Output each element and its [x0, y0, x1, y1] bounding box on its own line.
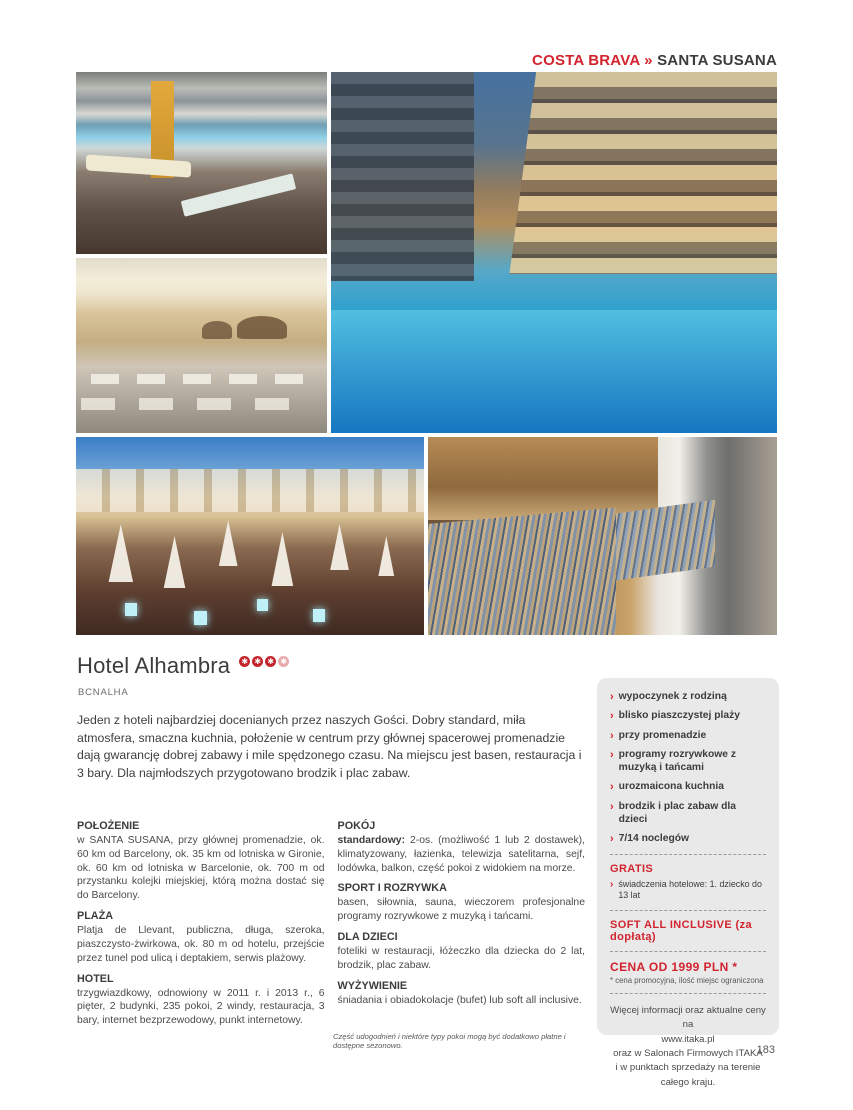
gratis-heading: GRATIS: [610, 862, 654, 875]
photo-art-layer: [428, 508, 616, 635]
photo-art-layer: [331, 310, 777, 433]
photo-art-layer: [86, 154, 191, 178]
photo-art-layer: [509, 72, 777, 274]
hotel-intro: Jeden z hoteli najbardziej docenianych przez naszych Gości. Dobry standard, miła atmosfera, smaczna kuchnia, położenie w centrum przy głównej spacerowej promenadzie dają gwarancję dobrej zabawy i mile spędzonego czasu. Na miejscu jest basen, restauracja i 3 bary. Dla najmłodszych przygotowano brodzik i plac zabaw.: [77, 713, 582, 780]
dashed-divider: [610, 993, 766, 994]
page-number: 183: [756, 1044, 775, 1056]
highlight-label: 7/14 noclegów: [618, 832, 690, 844]
section-text-sport: basen, siłownia, sauna, wieczorem profesjonalne programy rozrywkowe z muzyką i tańcami.: [337, 897, 585, 923]
section-text-dzieci: foteliki w restauracji, łóżeczko dla dziecka do 2 lat, brodzik, plac zabaw.: [337, 946, 585, 971]
chevron-bullet-icon: ›: [610, 710, 614, 723]
chevron-bullet-icon: ›: [610, 781, 614, 794]
photo-art-layer: [160, 536, 190, 588]
photo-art-layer: [125, 603, 137, 616]
photo-lobby: [76, 72, 327, 254]
photo-art-layer: [331, 72, 474, 281]
highlight-label: brodzik i plac zabaw dla dzieci: [618, 800, 736, 825]
list-item: [610, 749, 766, 775]
section-text-wyzywienie: śniadania i obiadokolacje (bufet) lub soft all inclusive.: [337, 994, 582, 1006]
section-heading-dzieci: DLA DZIECI: [337, 931, 398, 944]
contact-line: Więcej informacji oraz aktualne ceny na: [610, 1004, 766, 1031]
section-text-hotel: trzygwiazdkowy, odnowiony w 2011 r. i 2013 r., 6 pięter, 2 budynki, 235 pokoi, 2 windy, restauracja, 3 bary, internet bezprzewodowy, punkt internetowy.: [77, 987, 325, 1027]
photo-art-layer: [313, 609, 325, 622]
photo-art-layer: [237, 316, 287, 339]
dashed-divider: [610, 910, 766, 911]
photo-art-layer: [375, 536, 397, 576]
highlight-list: [610, 691, 766, 846]
star-icon: ✱: [265, 656, 276, 667]
photo-art-layer: [428, 437, 658, 520]
highlight-label: blisko piaszczystej plaży: [618, 710, 740, 722]
photo-art-layer: [181, 173, 297, 217]
section-heading-plaza: PLAŻA: [77, 910, 113, 923]
star-icon: ✱: [252, 656, 263, 667]
itaka-website-link[interactable]: www.itaka.pl: [661, 1033, 715, 1045]
star-icon: ✱: [239, 656, 250, 667]
section-heading-hotel: HOTEL: [77, 972, 114, 985]
section-heading-polozenie: POŁOŻENIE: [77, 820, 140, 832]
list-item: [610, 710, 766, 723]
photo-art-layer: [91, 374, 312, 385]
contact-info: [610, 1004, 766, 1090]
contact-line: oraz w Salonach Firmowych ITAKA: [613, 1048, 763, 1060]
price-label: CENA OD 1999 PLN *: [610, 959, 738, 974]
section-heading-pokoj: POKÓJ: [337, 820, 376, 832]
hotel-name: Hotel Alhambra: [77, 653, 231, 678]
list-item: [610, 730, 766, 743]
photo-art-layer: [76, 469, 424, 513]
photo-restaurant: [76, 258, 327, 433]
hotel-details: [77, 820, 585, 1068]
highlight-label: programy rozrywkowe z muzyką i tańcami: [618, 749, 736, 773]
price-note: * cena promocyjna, ilość miejsc ograniczona: [610, 975, 764, 985]
soft-all-inclusive-heading: SOFT ALL INCLUSIVE (za dopłatą): [610, 918, 753, 943]
room-type-text: 2-os. (możliwość 1 lub 2 dostawek), klimatyzowany, łazienka, telewizja satelitarna, sejf, lodówka, balkon, część pokoi z widokiem na morze.: [337, 835, 585, 874]
chevron-bullet-icon: ›: [610, 749, 614, 762]
photo-art-layer: [257, 599, 268, 611]
breadcrumb-resort: SANTA SUSANA: [657, 52, 777, 69]
photo-pool: [331, 72, 777, 433]
list-item: [610, 833, 766, 846]
gratis-label: świadczenia hotelowe: 1. dziecko do 13 lat: [618, 878, 762, 901]
photo-art-layer: [327, 524, 353, 570]
list-item: [610, 691, 766, 704]
fine-print: Część udogodnień i niektóre typy pokoi mogą być dodatkowo płatne i dostępne sezonowo.: [333, 1032, 566, 1050]
photo-terrace: [76, 437, 424, 635]
hotel-title-row: [77, 653, 289, 679]
section-text-pokoj: [338, 834, 586, 875]
chevron-bullet-icon: ›: [610, 832, 614, 845]
contact-line: całego kraju.: [660, 1076, 716, 1088]
photo-art-layer: [215, 520, 241, 566]
highlight-label: wypoczynek z rodziną: [618, 691, 727, 702]
star-light-icon: ✱: [278, 656, 289, 667]
chevron-bullet-icon: ›: [610, 691, 614, 703]
gratis-item: [610, 879, 766, 902]
room-type-label: standardowy:: [337, 835, 406, 846]
section-heading-sport: SPORT I ROZRYWKA: [337, 882, 447, 895]
photo-art-layer: [81, 398, 312, 410]
list-item: [610, 801, 766, 827]
breadcrumb: [532, 52, 777, 69]
photo-art-layer: [194, 611, 207, 625]
photo-art-layer: [267, 532, 297, 586]
hotel-code: BCNALHA: [78, 687, 129, 698]
chevron-bullet-icon: ›: [610, 729, 614, 742]
highlight-label: urozmaicona kuchnia: [618, 781, 724, 793]
section-text-polozenie: w SANTA SUSANA, przy głównej promenadzie, ok. 60 km od Barcelony, ok. 35 km od lotniska w Gironie, ok. 60 km od lotniska w Barcelonie, ok. 700 m od przystanku kolejki miejskiej, którą można dostać się do Barcelony.: [77, 835, 325, 902]
section-text-plaza: Platja de Llevant, publiczna, długa, szeroka, piaszczysto-żwirkowa, ok. 80 m od hotelu, przejście przez tunel pod ulicą i deptakiem, serwis plażowy.: [77, 925, 325, 964]
photo-art-layer: [202, 321, 232, 339]
photo-room: [428, 437, 777, 635]
star-rating: [239, 656, 289, 667]
photo-art-layer: [104, 524, 138, 582]
contact-line: i w punktach sprzedaży na terenie: [615, 1062, 761, 1074]
chevron-bullet-icon: ›: [610, 878, 614, 890]
section-heading-wyzywienie: WYŻYWIENIE: [337, 979, 408, 992]
breadcrumb-region: COSTA BRAVA: [532, 52, 640, 69]
dashed-divider: [610, 854, 766, 855]
list-item: [610, 781, 766, 794]
highlight-label: przy promenadzie: [618, 729, 707, 741]
chevron-right-icon: »: [644, 52, 653, 69]
dashed-divider: [610, 951, 766, 952]
chevron-bullet-icon: ›: [610, 800, 614, 813]
